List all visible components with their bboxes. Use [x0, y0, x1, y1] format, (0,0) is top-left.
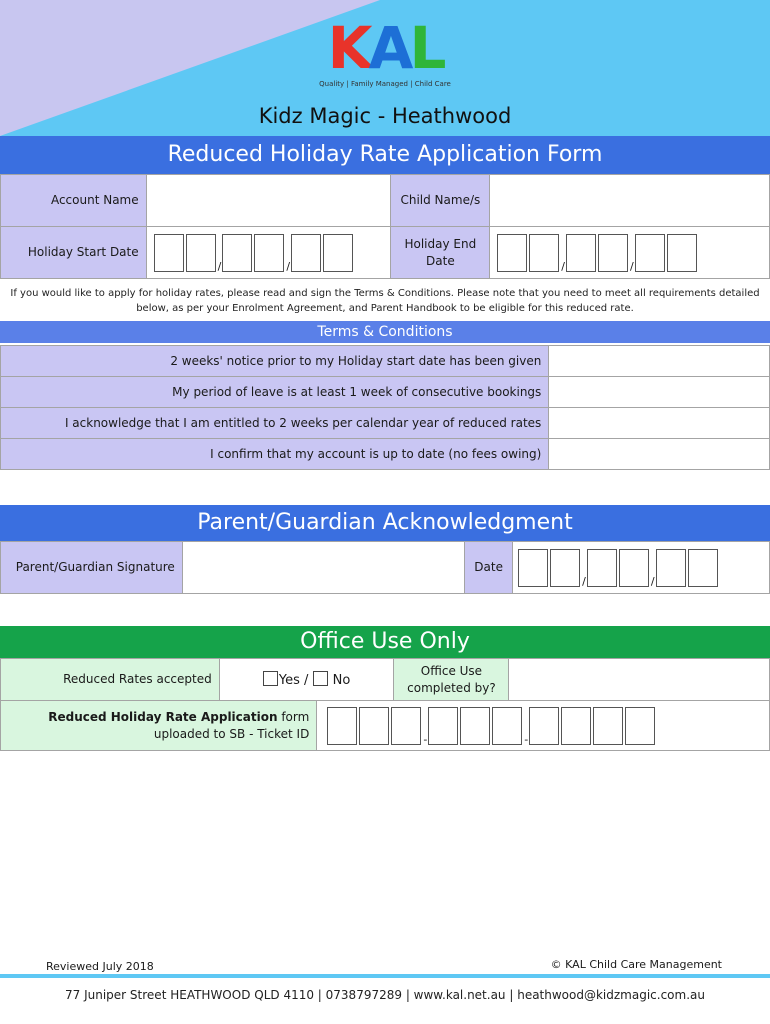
- holiday-start-label: Holiday Start Date: [1, 227, 147, 279]
- holiday-end-label: Holiday End Date: [391, 227, 490, 279]
- parent-date-field[interactable]: [513, 542, 770, 594]
- account-name-label: Account Name: [1, 175, 147, 227]
- eligibility-notice: If you would like to apply for holiday rates, please read and sign the Terms & Conditions. Please note that you need to meet all requirements detailed below, as per your Enrolment Agreement, and Parent Handbook to be eligible for this reduced rate.: [10, 288, 760, 314]
- ticket-separator: -: [423, 732, 428, 746]
- footer-divider: [0, 974, 770, 978]
- copyright: © KAL Child Care Management: [550, 958, 722, 971]
- date-digit-box[interactable]: [656, 549, 686, 587]
- ticket-id-label-rest: form uploaded to SB - Ticket ID: [153, 709, 310, 741]
- ticket-id-label-bold: Reduced Holiday Rate Application: [48, 709, 278, 724]
- logo-tagline: Quality | Family Managed | Child Care: [319, 80, 451, 88]
- date-digit-box[interactable]: [619, 549, 649, 587]
- date-digit-box[interactable]: [566, 234, 596, 272]
- term-item: My period of leave is at least 1 week of consecutive bookings: [1, 377, 549, 408]
- term-initial-field[interactable]: [549, 377, 770, 408]
- ticket-digit-box[interactable]: [327, 707, 357, 745]
- ticket-digit-box[interactable]: [428, 707, 458, 745]
- no-checkbox[interactable]: [313, 671, 328, 686]
- holiday-start-date-boxes[interactable]: [147, 234, 391, 272]
- date-digit-box[interactable]: [550, 549, 580, 587]
- holiday-end-date-boxes[interactable]: [490, 234, 769, 272]
- date-digit-box[interactable]: [518, 549, 548, 587]
- term-item: 2 weeks' notice prior to my Holiday start date has been given: [1, 346, 549, 377]
- no-label: No: [332, 673, 351, 688]
- terms-title: Terms & Conditions: [0, 321, 770, 343]
- form-title: Reduced Holiday Rate Application Form: [0, 136, 770, 174]
- date-separator: /: [629, 259, 634, 273]
- ticket-id-boxes[interactable]: [317, 707, 769, 745]
- yes-label: Yes /: [278, 673, 309, 688]
- reviewed-date: Reviewed July 2018: [46, 960, 154, 973]
- logo-letters: KAL: [327, 14, 443, 82]
- date-digit-box[interactable]: [254, 234, 284, 272]
- date-separator: /: [650, 574, 655, 588]
- ticket-table: [0, 700, 770, 751]
- date-separator: /: [286, 259, 291, 273]
- date-digit-box[interactable]: [497, 234, 527, 272]
- term-initial-field[interactable]: [549, 346, 770, 377]
- ticket-digit-box[interactable]: [593, 707, 623, 745]
- ticket-id-field[interactable]: [317, 701, 770, 751]
- office-use-title: Office Use Only: [0, 626, 770, 658]
- school-name: Kidz Magic - Heathwood: [258, 104, 512, 128]
- reduced-rates-options: [219, 659, 394, 701]
- reduced-rates-label: Reduced Rates accepted: [1, 659, 220, 701]
- child-names-field[interactable]: [490, 175, 770, 227]
- date-digit-box[interactable]: [688, 549, 718, 587]
- ticket-digit-box[interactable]: [391, 707, 421, 745]
- date-digit-box[interactable]: [323, 234, 353, 272]
- terms-table: [0, 345, 770, 470]
- office-table: [0, 658, 770, 701]
- date-digit-box[interactable]: [186, 234, 216, 272]
- date-digit-box[interactable]: [667, 234, 697, 272]
- holiday-start-date-field[interactable]: [146, 227, 391, 279]
- date-digit-box[interactable]: [154, 234, 184, 272]
- date-label: Date: [465, 542, 513, 594]
- date-digit-box[interactable]: [222, 234, 252, 272]
- ticket-digit-box[interactable]: [529, 707, 559, 745]
- ticket-digit-box[interactable]: [460, 707, 490, 745]
- ticket-separator: -: [524, 732, 529, 746]
- date-separator: /: [217, 259, 222, 273]
- parent-table: [0, 541, 770, 594]
- term-initial-field[interactable]: [549, 439, 770, 470]
- signature-field[interactable]: [182, 542, 464, 594]
- term-item: I confirm that my account is up to date (no fees owing): [1, 439, 549, 470]
- ticket-digit-box[interactable]: [359, 707, 389, 745]
- holiday-end-date-field[interactable]: [490, 227, 770, 279]
- completed-by-field[interactable]: [509, 659, 770, 701]
- ticket-digit-box[interactable]: [561, 707, 591, 745]
- ticket-digit-box[interactable]: [492, 707, 522, 745]
- footer-address: 77 Juniper Street HEATHWOOD QLD 4110 | 0738797289 | www.kal.net.au | heathwood@kidzmagic.com.au: [65, 988, 705, 1002]
- ticket-id-label: [1, 701, 317, 751]
- date-digit-box[interactable]: [529, 234, 559, 272]
- ticket-digit-box[interactable]: [625, 707, 655, 745]
- date-separator: /: [561, 259, 565, 273]
- completed-by-label: Office Use completed by?: [394, 659, 509, 701]
- date-digit-box[interactable]: [598, 234, 628, 272]
- date-digit-box[interactable]: [291, 234, 321, 272]
- term-item: I acknowledge that I am entitled to 2 weeks per calendar year of reduced rates: [1, 408, 549, 439]
- kal-logo: [305, 14, 465, 90]
- account-name-field[interactable]: [146, 175, 391, 227]
- parent-acknowledgment-title: Parent/Guardian Acknowledgment: [0, 505, 770, 541]
- date-digit-box[interactable]: [635, 234, 665, 272]
- account-table: [0, 174, 770, 279]
- date-separator: /: [582, 574, 586, 588]
- yes-checkbox[interactable]: [263, 671, 278, 686]
- signature-label: Parent/Guardian Signature: [1, 542, 183, 594]
- parent-date-boxes[interactable]: [513, 549, 769, 587]
- child-names-label: Child Name/s: [391, 175, 490, 227]
- date-digit-box[interactable]: [587, 549, 617, 587]
- term-initial-field[interactable]: [549, 408, 770, 439]
